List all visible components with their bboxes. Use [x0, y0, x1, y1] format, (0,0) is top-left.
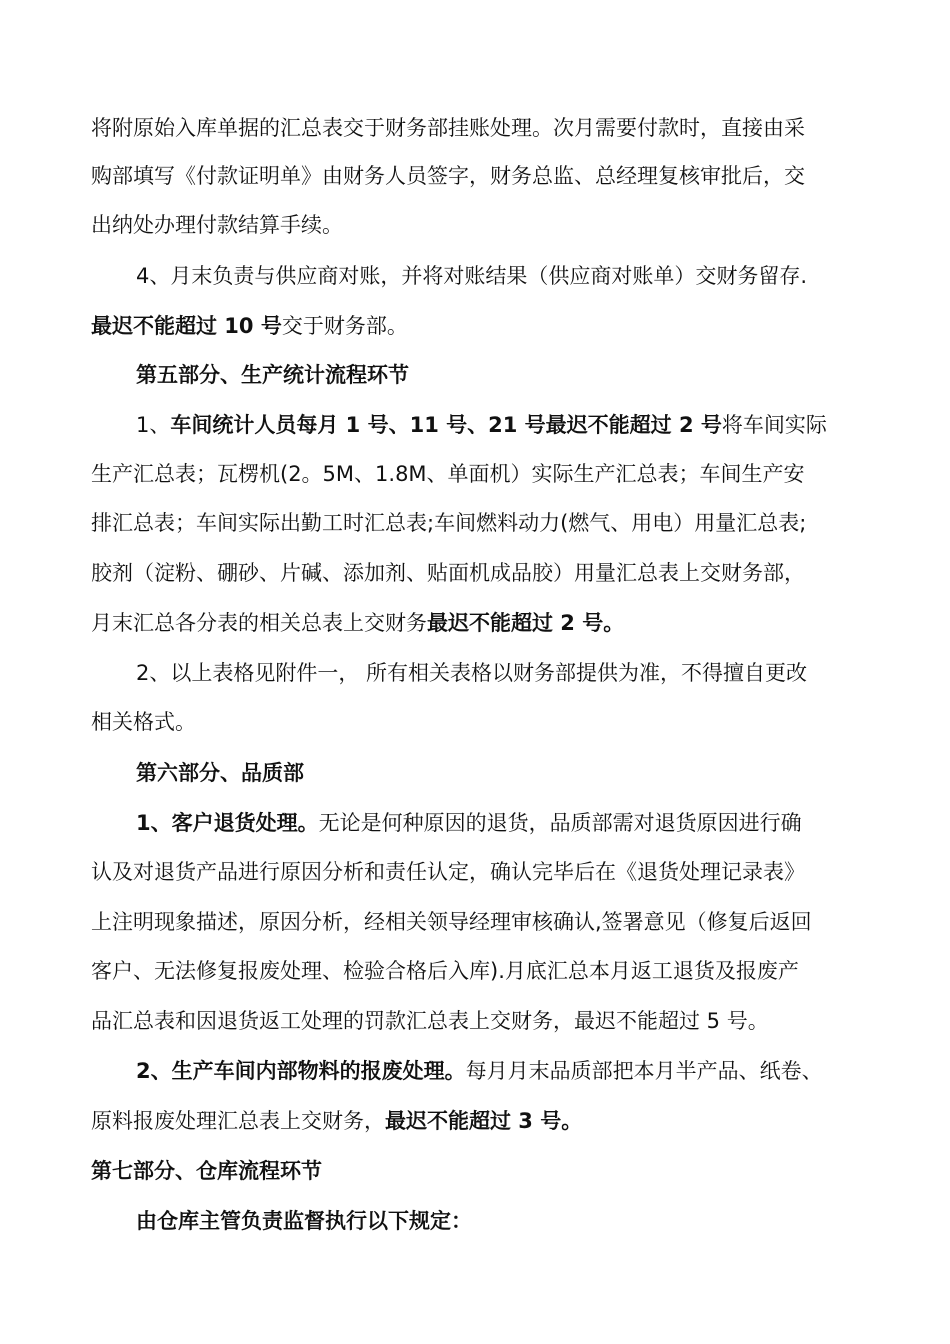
paragraph-line: 原料报废处理汇总表上交财务，最迟不能超过 3 号。: [91, 1109, 583, 1133]
paragraph-line: 1、客户退货处理。无论是何种原因的退货，品质部需对退货原因进行确: [136, 811, 802, 835]
paragraph-line: 最迟不能超过 10 号交于财务部。: [91, 314, 408, 338]
deadline-emphasis: 最迟不能超过 10 号: [91, 314, 282, 338]
paragraph-line: 客户、无法修复报废处理、检验合格后入库).月底汇总本月返工退货及报废产: [91, 959, 799, 983]
section-heading: 第七部分、仓库流程环节: [91, 1159, 322, 1183]
deadline-emphasis: 最迟不能超过 3 号。: [385, 1109, 583, 1133]
item-heading: 2、生产车间内部物料的报废处理。: [136, 1059, 466, 1083]
item-heading: 1、客户退货处理。: [136, 811, 319, 835]
paragraph-line: 上注明现象描述，原因分析，经相关领导经理审核确认,签署意见（修复后返回: [91, 910, 812, 934]
deadline-emphasis: 最迟不能超过 2 号。: [427, 611, 625, 635]
paragraph-line: 相关格式。: [91, 710, 196, 734]
paragraph-line: 排汇总表；车间实际出勤工时汇总表;车间燃料动力(燃气、用电）用量汇总表;: [91, 511, 807, 535]
paragraph-line: 胶剂（淀粉、硼砂、片碱、添加剂、贴面机成品胶）用量汇总表上交财务部，: [91, 561, 805, 585]
paragraph-line: 1、车间统计人员每月 1 号、11 号、21 号最迟不能超过 2 号将车间实际: [136, 413, 827, 437]
paragraph-line: 品汇总表和因退货返工处理的罚款汇总表上交财务，最迟不能超过 5 号。: [91, 1009, 769, 1033]
paragraph-line: 将附原始入库单据的汇总表交于财务部挂账处理。次月需要付款时，直接由采: [91, 116, 805, 140]
paragraph-line: 2、生产车间内部物料的报废处理。每月月末品质部把本月半产品、纸卷、: [136, 1059, 823, 1083]
paragraph-line: 月末汇总各分表的相关总表上交财务最迟不能超过 2 号。: [91, 611, 625, 635]
section-heading: 第六部分、品质部: [136, 761, 304, 785]
paragraph-line: 生产汇总表；瓦楞机(2。5M、1.8M、单面机）实际生产汇总表；车间生产安: [91, 462, 805, 486]
paragraph-line: 由仓库主管负责监督执行以下规定：: [136, 1209, 472, 1233]
paragraph-line: 购部填写《付款证明单》由财务人员签字，财务总监、总经理复核审批后，交: [91, 164, 805, 188]
paragraph-line: 出纳处办理付款结算手续。: [91, 213, 343, 237]
paragraph-line: 认及对退货产品进行原因分析和责任认定，确认完毕后在《退货处理记录表》: [91, 860, 805, 884]
deadline-emphasis: 车间统计人员每月 1 号、11 号、21 号最迟不能超过 2 号: [170, 413, 722, 437]
section-heading: 第五部分、生产统计流程环节: [136, 363, 409, 387]
paragraph-line: 4、月末负责与供应商对账，并将对账结果（供应商对账单）交财务留存.: [136, 264, 808, 288]
paragraph-line: 2、以上表格见附件一， 所有相关表格以财务部提供为准，不得擅自更改: [136, 661, 808, 685]
